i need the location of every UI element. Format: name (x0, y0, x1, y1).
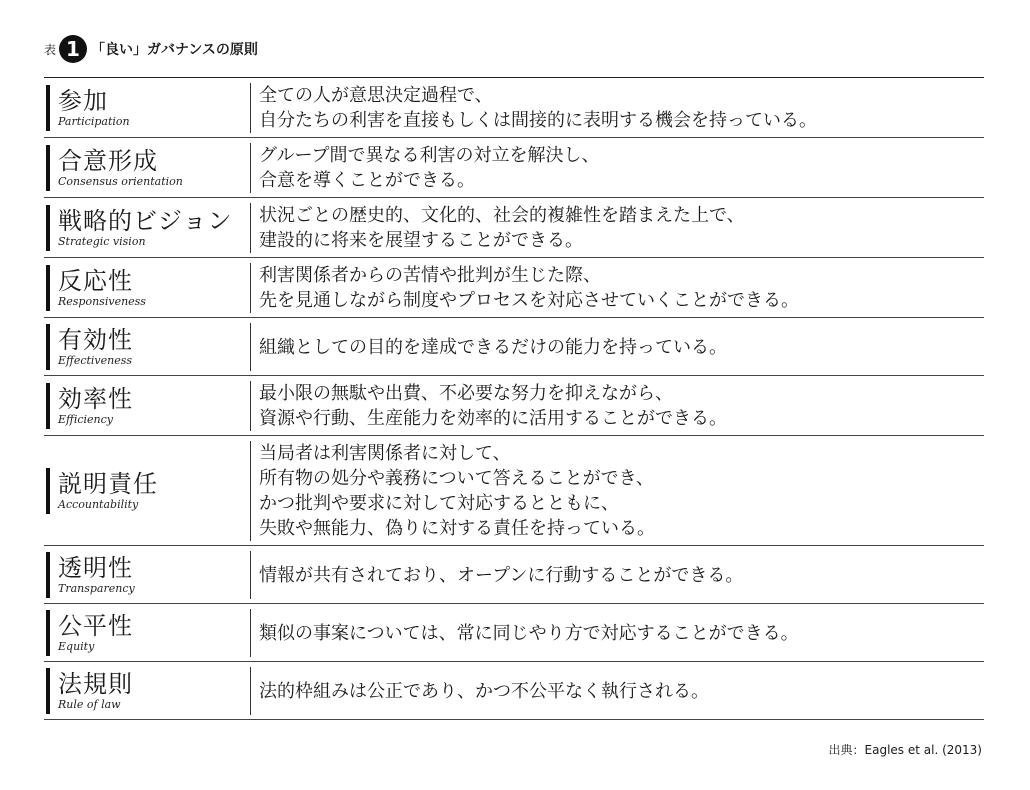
table-row (44, 138, 984, 198)
principle-english-name: Equity (58, 640, 95, 653)
description-cell (250, 318, 984, 376)
description-line: 所有物の処分や義務について答えることができ、 (259, 468, 654, 489)
principle-cell (44, 258, 250, 318)
table-row (44, 318, 984, 376)
principle-english-name: Consensus orientation (58, 175, 183, 188)
description-line: 建設的に将来を展望することができる。 (259, 230, 583, 251)
description (250, 381, 984, 431)
description-cell (250, 78, 984, 138)
description-line: 組織としての目的を達成できるだけの能力を持っている。 (259, 336, 727, 358)
principle-name: 効率性 (58, 385, 133, 413)
description (250, 323, 984, 371)
description-line: 合意を導くことができる。 (259, 170, 475, 191)
description-line: 当局者は利害関係者に対して、 (259, 443, 511, 464)
principle-name: 透明性 (58, 554, 133, 582)
description-cell (250, 546, 984, 604)
description-cell (250, 138, 984, 198)
description-line: 類似の事案については、常に同じやり方で対応することができる。 (259, 622, 799, 644)
description-cell (250, 258, 984, 318)
principle-english-name: Rule of law (58, 698, 121, 711)
principle-cell (44, 604, 250, 662)
principle-name: 公平性 (58, 612, 133, 640)
principle-name: 反応性 (58, 267, 133, 295)
description-line: かつ批判や要求に対して対応するとともに、 (259, 493, 619, 514)
principle-english-name: Responsiveness (58, 295, 146, 308)
principle-label (46, 668, 250, 714)
table-row (44, 546, 984, 604)
description (250, 263, 984, 313)
principle-name: 戦略的ビジョン (58, 207, 233, 235)
principle-name: 合意形成 (58, 147, 158, 175)
description-line: 全ての人が意思決定過程で、 (259, 85, 493, 106)
description-line: グループ間で異なる利害の対立を解決し、 (259, 145, 600, 166)
principle-cell (44, 376, 250, 436)
description-cell (250, 662, 984, 720)
table-number-badge: 1 (59, 35, 87, 63)
description-line: 法的枠組みは公正であり、かつ不公平なく執行される。 (259, 680, 709, 702)
table-title: 「良い」ガバナンスの原則 (91, 42, 258, 58)
principle-label (46, 85, 250, 131)
description-line: 状況ごとの歴史的、文化的、社会的複雑性を踏まえた上で、 (259, 205, 745, 226)
principle-english-name: Effectiveness (58, 354, 133, 367)
principle-label (46, 610, 250, 656)
principle-label (46, 383, 250, 429)
description (250, 667, 984, 715)
principle-name: 参加 (58, 87, 108, 115)
table-caption (44, 34, 258, 64)
principle-english-name: Efficiency (58, 413, 113, 426)
table-row (44, 436, 984, 546)
principle-cell (44, 662, 250, 720)
description (250, 609, 984, 657)
description-line: 最小限の無駄や出費、不必要な努力を抑えながら、 (259, 383, 673, 404)
governance-principles-table (44, 77, 984, 720)
principle-cell (44, 198, 250, 258)
principle-label (46, 324, 250, 370)
principle-name: 法規則 (58, 670, 133, 698)
description-line: 資源や行動、生産能力を効率的に活用することができる。 (259, 408, 727, 429)
description-cell (250, 604, 984, 662)
caption-prefix: 表 (44, 42, 57, 57)
description-cell (250, 436, 984, 546)
table-row (44, 662, 984, 720)
principle-english-name: Accountability (58, 498, 139, 511)
description (250, 203, 984, 253)
principle-name: 有効性 (58, 326, 133, 354)
table-row (44, 376, 984, 436)
table-row (44, 78, 984, 138)
description-line: 自分たちの利害を直接もしくは間接的に表明する機会を持っている。 (259, 110, 817, 131)
description (250, 441, 984, 541)
principle-cell (44, 138, 250, 198)
principle-label (46, 468, 250, 514)
principle-name: 説明責任 (58, 470, 158, 498)
principle-english-name: Transparency (58, 582, 135, 595)
table-row (44, 258, 984, 318)
principle-label (46, 265, 250, 311)
description-cell (250, 376, 984, 436)
description (250, 551, 984, 599)
source-citation: 出典：Eagles et al. (2013) (828, 743, 982, 757)
principle-english-name: Participation (58, 115, 130, 128)
table-row (44, 604, 984, 662)
principle-label (46, 145, 250, 191)
description (250, 143, 984, 193)
principle-cell (44, 546, 250, 604)
principle-label (46, 552, 250, 598)
description-line: 利害関係者からの苦情や批判が生じた際、 (259, 265, 601, 286)
description-cell (250, 198, 984, 258)
principle-cell (44, 436, 250, 546)
principle-cell (44, 78, 250, 138)
principle-cell (44, 318, 250, 376)
description-line: 失敗や無能力、偽りに対する責任を持っている。 (259, 518, 655, 539)
table-row (44, 198, 984, 258)
description (250, 83, 984, 133)
description-line: 先を見通しながら制度やプロセスを対応させていくことができる。 (259, 290, 799, 311)
description-line: 情報が共有されており、オープンに行動することができる。 (259, 564, 744, 586)
principle-label (46, 205, 250, 251)
principle-english-name: Strategic vision (58, 235, 146, 248)
